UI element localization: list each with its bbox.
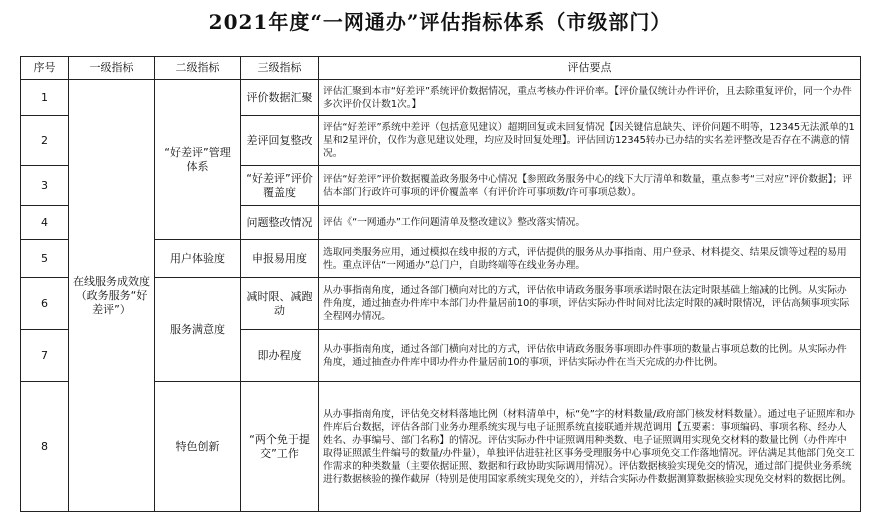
table-row xyxy=(21,80,861,116)
level3-cell: “两个免于提交”工作 xyxy=(241,382,319,512)
table-header-row xyxy=(21,57,861,80)
header-points: 评估要点 xyxy=(319,57,861,80)
row-no: 3 xyxy=(21,166,69,206)
row-no: 7 xyxy=(21,330,69,382)
points-cell: 从办事指南角度，通过各部门横向对比的方式，评估依申请政务服务事项即办件事项的数量占事项总数的比例。从实际办件角度，通过抽查办件库中即办件办件量居前10的事项，评估实际办件在当天完成的办件比例。 xyxy=(319,330,861,382)
row-no: 8 xyxy=(21,382,69,512)
level3-cell: 差评回复整改 xyxy=(241,116,319,166)
level3-cell: “好差评”评价覆盖度 xyxy=(241,166,319,206)
level3-cell: 即办程度 xyxy=(241,330,319,382)
row-no: 1 xyxy=(21,80,69,116)
row-no: 2 xyxy=(21,116,69,166)
page-title: 2021年度“一网通办”评估指标体系（市级部门） xyxy=(208,10,672,34)
header-level2: 二级指标 xyxy=(155,57,241,80)
level2-cell: 特色创新 xyxy=(155,382,241,512)
row-no: 6 xyxy=(21,278,69,330)
header-no: 序号 xyxy=(21,57,69,80)
indicator-table xyxy=(20,56,861,512)
points-cell: 评估“好差评”系统中差评（包括意见建议）超期回复或未回复情况【因关键信息缺失、评价问题不明等，12345无法派单的1星和2星评价，仅作为意见建议处理，均应及时回复处理】。评估回访12345转办已办结的实名差评整改是否存在不满意的情况。 xyxy=(319,116,861,166)
level3-cell: 减时限、减跑动 xyxy=(241,278,319,330)
row-no: 4 xyxy=(21,206,69,240)
row-no: 5 xyxy=(21,240,69,278)
level2-cell: “好差评”管理体系 xyxy=(155,80,241,240)
header-level3: 三级指标 xyxy=(241,57,319,80)
level3-cell: 申报易用度 xyxy=(241,240,319,278)
points-cell: 从办事指南角度，评估免交材料落地比例（材料清单中，标“免”字的材料数量/政府部门核发材料数量）。通过电子证照库和办件库后台数据，评估各部门业务办理系统实现与电子证照系统直接联通并规范调用【五要素：事项编码、事项名称、经办人姓名、办事编号、部门名称】的情况。评估实际办件中证照调用种类数、电子证照调用实现免交材料的数量比例（办件库中取得证照派生件编号的数量/办件量），单独评估进驻社区事务受理服务中心事项免交工作落地情况。评估满足其他部门免交工作需求的种类数量（主要依据证照、数据和行政协助实际调用情况）。评估数据核验实现免交的情况，通过部门提供业务系统进行数据核验的操作截屏（特别是使用国家系统实现免交的），并结合实际办件数据测算数据核验实现免交材料的数据比例。 xyxy=(319,382,861,512)
level2-cell: 服务满意度 xyxy=(155,278,241,382)
points-cell: 选取同类服务应用，通过模拟在线申报的方式，评估提供的服务从办事指南、用户登录、材料提交、结果反馈等过程的易用性。重点评估“一网通办”总门户，自助终端等在线业务办理。 xyxy=(319,240,861,278)
level2-cell: 用户体验度 xyxy=(155,240,241,278)
level1-cell: 在线服务成效度（政务服务“好差评”） xyxy=(69,80,155,512)
header-level1: 一级指标 xyxy=(69,57,155,80)
points-cell: 评估汇聚到本市“好差评”系统评价数据情况，重点考核办件评价率。【评价量仅统计办件评价，且去除重复评价，同一个办件多次评价仅计数1次。】 xyxy=(319,80,861,116)
points-cell: 评估“好差评”评价数据覆盖政务服务中心情况【参照政务服务中心的线下大厅清单和数量，重点参考“三对应”评价数据】；评估本部门行政许可事项的评价覆盖率（有评价许可事项数/许可事项总数）。 xyxy=(319,166,861,206)
points-cell: 从办事指南角度，通过各部门横向对比的方式，评估依申请政务服务事项承诺时限在法定时限基础上缩减的比例。从实际办件角度，通过抽查办件库中本部门办件量居前10的事项，评估实际办件时间对比法定时限的减时限情况，评估高频事项实际全程网办情况。 xyxy=(319,278,861,330)
level3-cell: 问题整改情况 xyxy=(241,206,319,240)
points-cell: 评估《“一网通办”工作问题清单及整改建议》整改落实情况。 xyxy=(319,206,861,240)
level3-cell: 评价数据汇聚 xyxy=(241,80,319,116)
